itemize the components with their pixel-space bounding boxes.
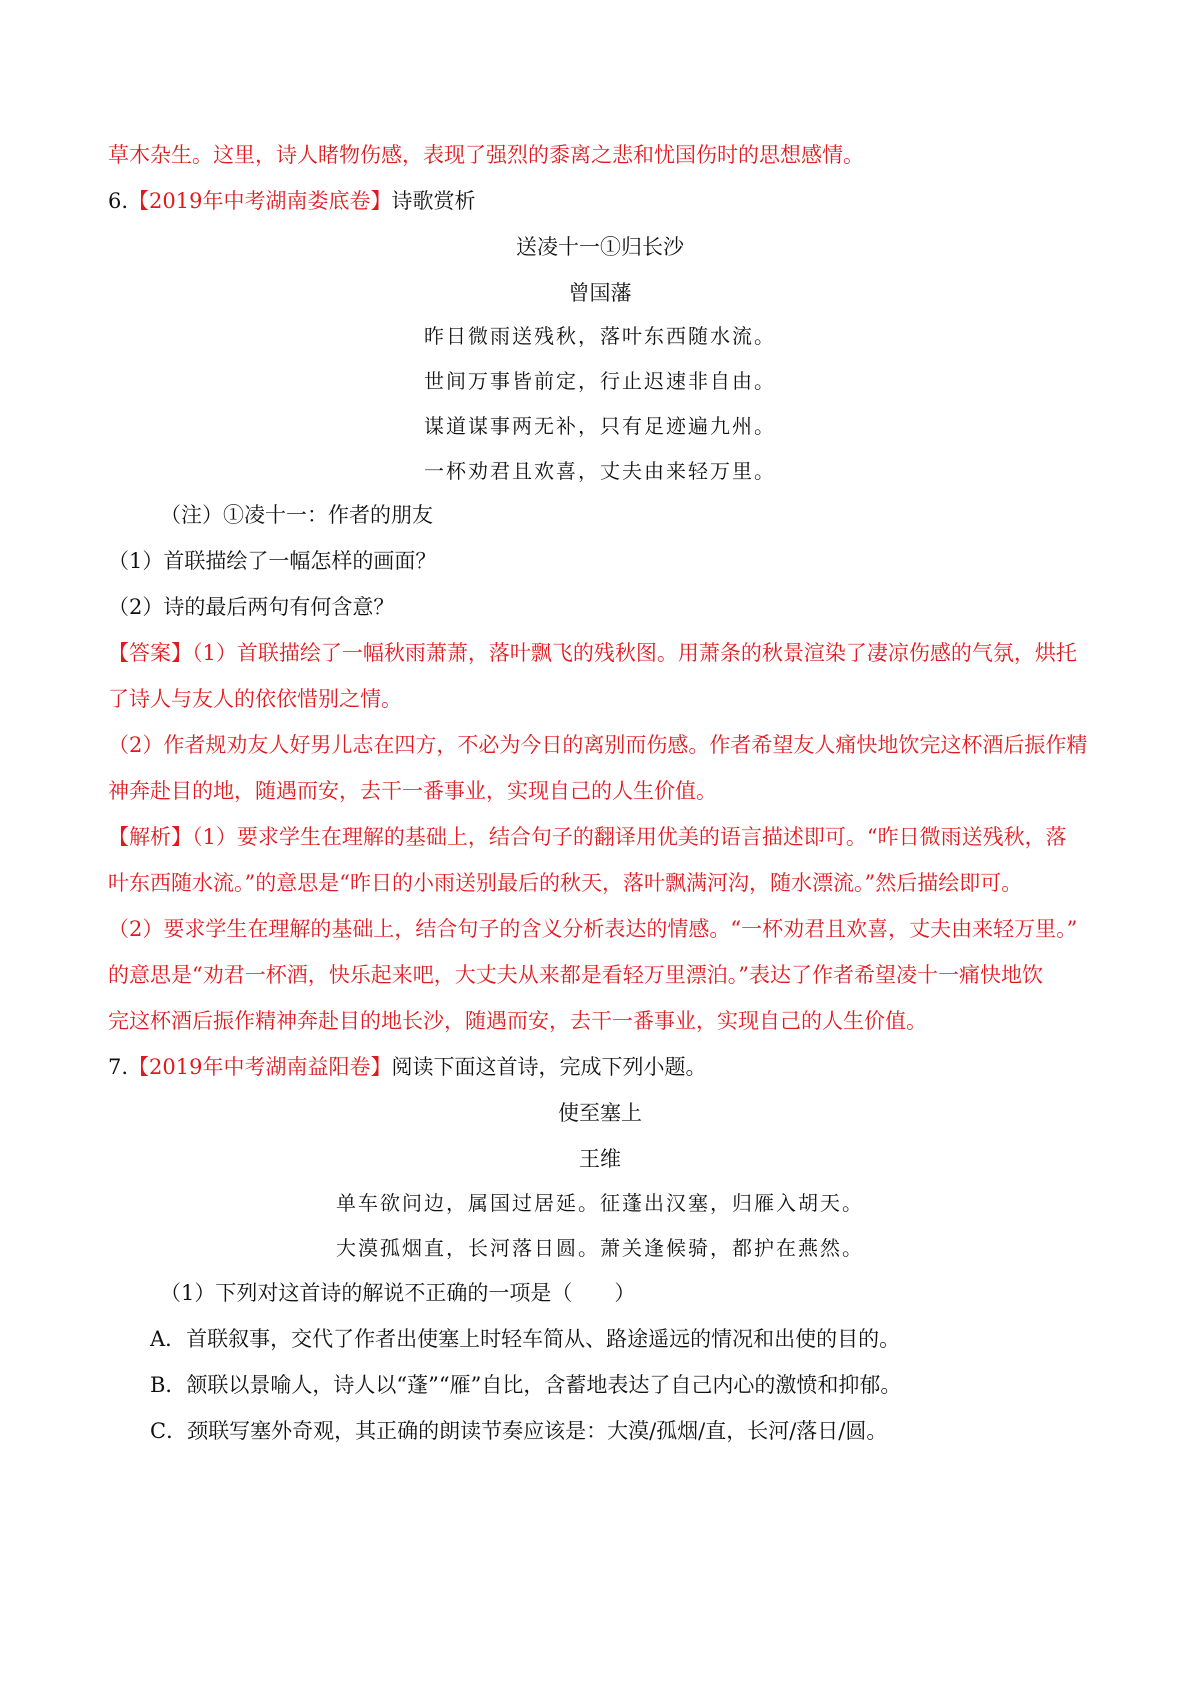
q7-poem-line: 单车欲问边，属国过居延。征蓬出汉塞，归雁入胡天。 <box>336 1191 864 1215</box>
q7-number: 7. <box>108 1055 129 1079</box>
q6-number: 6. <box>108 189 129 213</box>
q6-analysis-line: （2）要求学生在理解的基础上，结合句子的含义分析表达的情感。“一杯劝君且欢喜，丈夫由来轻万里。” <box>108 917 1078 941</box>
q6-poem-author: 曾国藩 <box>568 281 632 305</box>
q6-poem-line: 昨日微雨送残秋，落叶东西随水流。 <box>424 324 776 348</box>
q6-poem-line: 世间万事皆前定，行止迟速非自由。 <box>424 369 776 393</box>
q6-poem-line: 一杯劝君且欢喜，丈夫由来轻万里。 <box>424 459 776 483</box>
q7-option-b: B．颔联以景喻人，诗人以“蓬”“雁”自比，含蓄地表达了自己内心的激愤和抑郁。 <box>150 1373 902 1397</box>
q7-prompt: 阅读下面这首诗，完成下列小题。 <box>391 1055 707 1079</box>
q6-poem-title: 送凌十一①归长沙 <box>516 235 684 259</box>
q6-analysis-line: 叶东西随水流。”的意思是“昨日的小雨送别最后的秋天，落叶飘满河沟，随水漂流。”然后描绘即可。 <box>108 871 1023 895</box>
q6-analysis-line: 完这杯酒后振作精神奔赴目的地长沙，随遇而安，去干一番事业，实现自己的人生价值。 <box>108 1009 927 1033</box>
q6-answer-line: 【答案】（1）首联描绘了一幅秋雨萧萧，落叶飘飞的残秋图。用萧条的秋景渲染了凄凉伤感的气氛，烘托 <box>108 641 1077 665</box>
q7-poem-author: 王维 <box>579 1147 621 1171</box>
q6-prompt: 诗歌赏析 <box>391 189 476 213</box>
q7-sub-question: （1）下列对这首诗的解说不正确的一项是（ ） <box>160 1281 636 1305</box>
q6-analysis-line: 的意思是“劝君一杯酒，快乐起来吧，大丈夫从来都是看轻万里漂泊。”表达了作者希望凌十一痛快地饮 <box>108 963 1043 987</box>
prev-analysis-tail: 草木杂生。这里，诗人睹物伤感，表现了强烈的黍离之悲和忧国伤时的思想感情。 <box>108 143 864 167</box>
q6-question: （2）诗的最后两句有何含意？ <box>108 595 395 619</box>
q7-option-c: C．颈联写塞外奇观，其正确的朗读节奏应该是：大漠/孤烟/直，长河/落日/圆。 <box>150 1419 888 1443</box>
q6-analysis-line: 【解析】（1）要求学生在理解的基础上，结合句子的翻译用优美的语言描述即可。“昨日微雨送残秋，落 <box>108 825 1067 849</box>
q6-note: （注）①凌十一：作者的朋友 <box>160 503 433 527</box>
q7-poem-title: 使至塞上 <box>558 1101 642 1125</box>
q6-source: 【2019年中考湖南娄底卷】 <box>128 189 392 213</box>
q7-poem-line: 大漠孤烟直，长河落日圆。萧关逢候骑，都护在燕然。 <box>336 1236 864 1260</box>
q6-poem-line: 谋道谋事两无补，只有足迹遍九州。 <box>424 414 776 438</box>
q7-header <box>108 1052 1098 1082</box>
q6-question: （1）首联描绘了一幅怎样的画面？ <box>108 549 437 573</box>
q6-answer-line: 神奔赴目的地，随遇而安，去干一番事业，实现自己的人生价值。 <box>108 779 717 803</box>
q6-answer-line: 了诗人与友人的依依惜别之情。 <box>108 687 402 711</box>
q6-header <box>108 186 1098 216</box>
q7-source: 【2019年中考湖南益阳卷】 <box>128 1055 392 1079</box>
q6-answer-line: （2）作者规劝友人好男儿志在四方，不必为今日的离别而伤感。作者希望友人痛快地饮完这杯酒后振作精 <box>108 733 1088 757</box>
q7-option-a: A．首联叙事，交代了作者出使塞上时轻车简从、路途遥远的情况和出使的目的。 <box>150 1327 901 1351</box>
